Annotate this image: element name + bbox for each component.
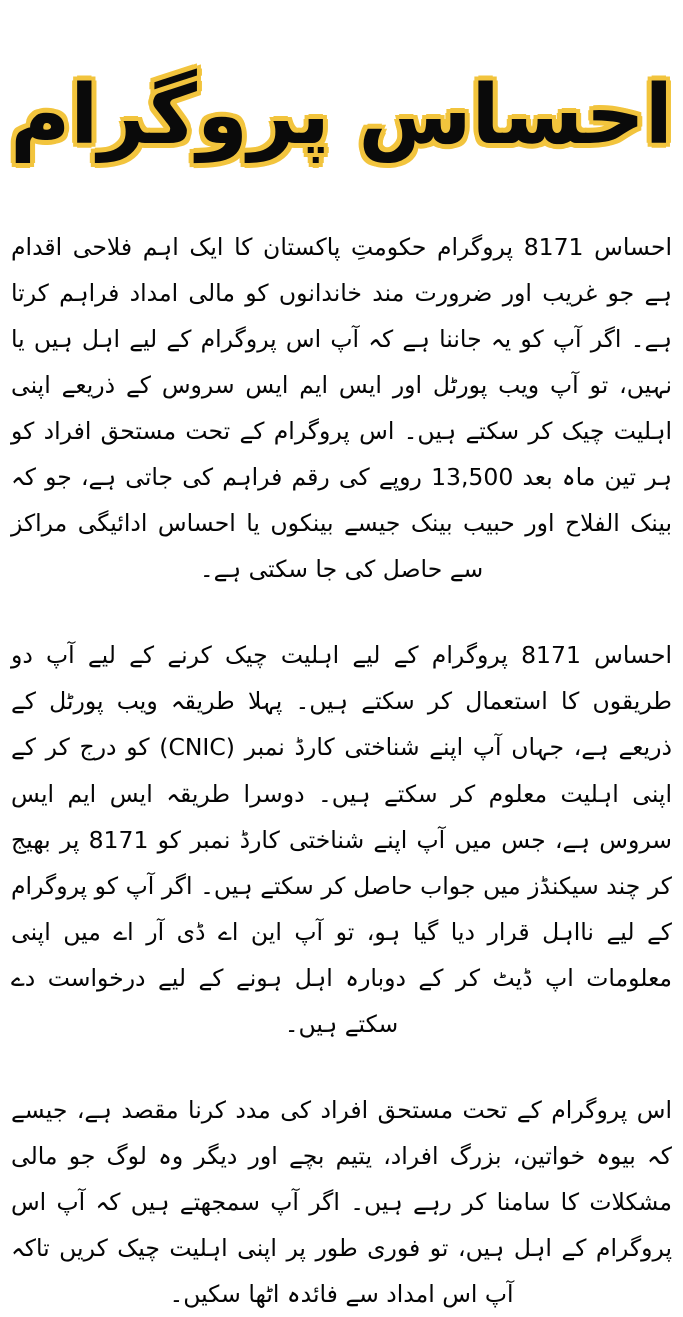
paragraph-purpose: اس پروگرام کے تحت مستحق افراد کی مدد کرنا مقصد ہے، جیسے کہ بیوہ خواتین، بزرگ افراد، یتیم بچے اور دیگر وہ لوگ جو مالی مشکلات کا سامنا کر رہے ہیں۔ اگر آپ سمجھتے ہیں کہ آپ اس پروگرام کے اہل ہیں، تو فوری طور پر اپنی اہلیت چیک کریں تاکہ آپ اس امداد سے فائدہ اٹھا سکیں۔ [11,1095,672,1308]
page-title: احساس پروگرام [10,67,673,163]
paragraph-eligibility-methods: احساس 8171 پروگرام کے لیے اہلیت چیک کرنے کے لیے آپ دو طریقوں کا استعمال کر سکتے ہیں۔ پہلا طریقہ ویب پورٹل کے ذریعے ہے، جہاں آپ اپنے شناختی کارڈ نمبر (CNIC) کو درج کر کے اپنی اہلیت معلوم کر سکتے ہیں۔ دوسرا طریقہ ایس ایم ایس سروس ہے، جس میں آپ اپنے شناختی کارڈ نمبر کو 8171 پر بھیج کر چند سیکنڈز میں جواب حاصل کر سکتے ہیں۔ اگر آپ کو پروگرام کے لیے نااہل قرار دیا گیا ہو، تو آپ این اے ڈی آر اے میں اپنی معلومات اپ ڈیٹ کر کے دوبارہ اہل ہونے کے لیے درخواست دے سکتے ہیں۔ [11,641,672,1038]
article-body [9,224,674,1317]
paragraph-intro: احساس 8171 پروگرام حکومتِ پاکستان کا ایک اہم فلاحی اقدام ہے جو غریب اور ضرورت مند خاندانوں کو مالی امداد فراہم کرتا ہے۔ اگر آپ کو یہ جاننا ہے کہ آپ اس پروگرام کے لیے اہل ہیں یا نہیں، تو آپ ویب پورٹل اور ایس ایم ایس سروس کے ذریعے اپنی اہلیت چیک کر سکتے ہیں۔ اس پروگرام کے تحت مستحق افراد کو ہر تین ماہ بعد 13,500 روپے کی رقم فراہم کی جاتی ہے، جو کہ بینک الفلاح اور حبیب بینک جیسے بینکوں یا احساس ادائیگی مراکز سے حاصل کی جا سکتی ہے۔ [11,233,673,584]
title-banner [9,32,674,200]
